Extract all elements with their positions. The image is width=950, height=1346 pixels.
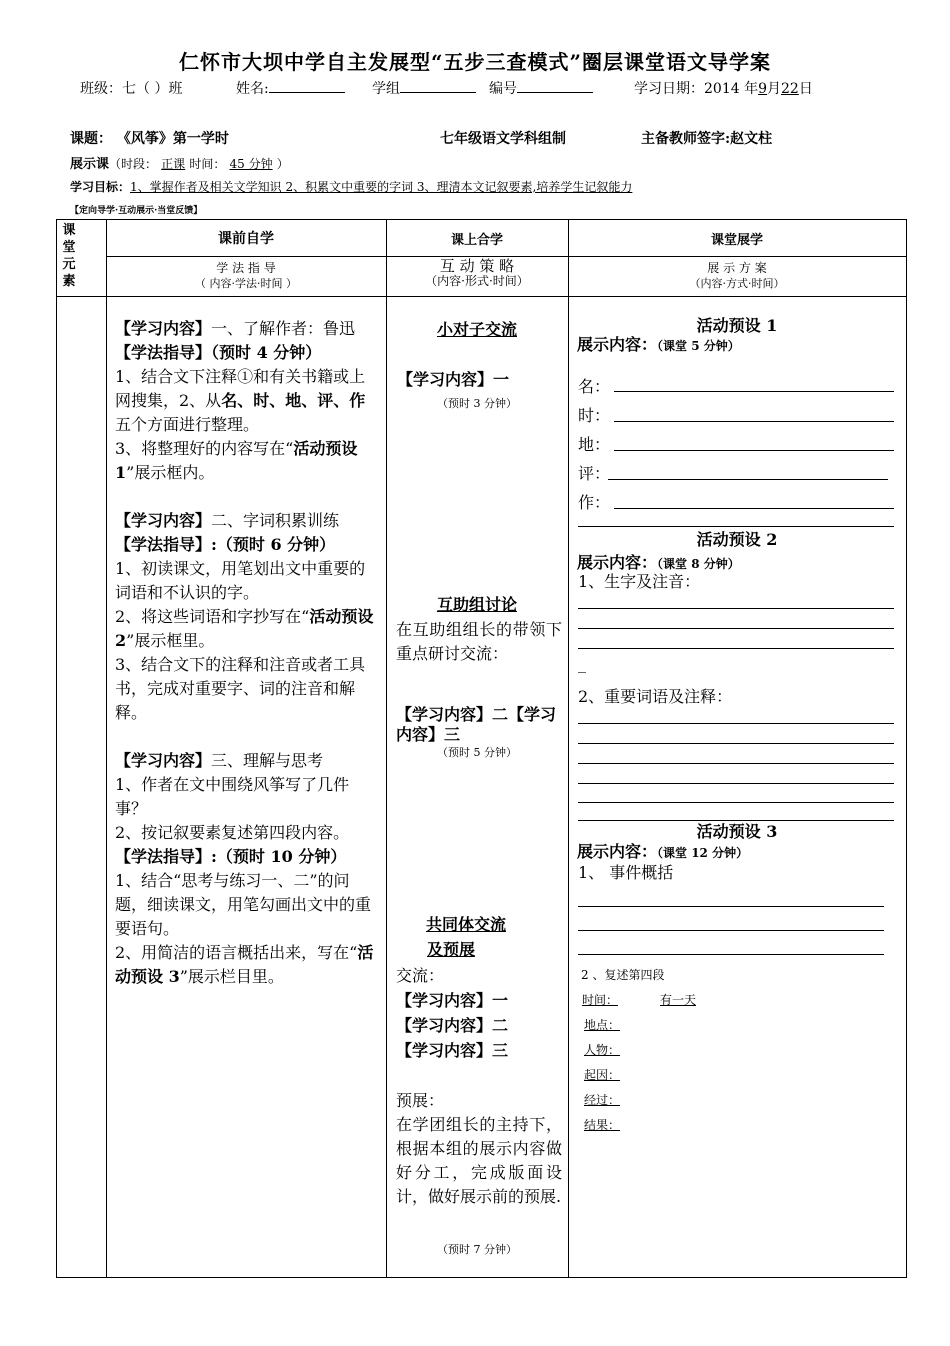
answer-line[interactable] [578, 802, 894, 803]
date-day: 22 [781, 81, 799, 97]
retell-time-field[interactable]: 时间： 有一天 [582, 993, 697, 1007]
activity-1-title: 活动预设 1 [696, 316, 778, 335]
col-header-cooperative: 课上合学 [450, 233, 503, 248]
answer-line[interactable] [578, 930, 884, 931]
author-era-label: 时： [578, 406, 611, 425]
author-name-label: 名： [578, 377, 611, 396]
community-exchange-body: 交流： 【学习内容】一 【学习内容】二 【学习内容】三 预展： 在学团组长的主持下，根据本组的展示内容做好分工，完成版面设计，做好展示前的预展. [396, 966, 562, 1206]
self-study-column: 【学习内容】一、了解作者：鲁迅 【学法指导】（预时 4 分钟） 1、结合文下注释①和有关书籍或上网搜集，2、从名、时、地、评、作五个方面进行整理。 3、将整理好的内容写在“活动预设 1”展示框内。 【学习内容】二、字词积累训练 【学法指导】:（预时 6 分钟） 1、初读课文，用笔划出文中重要的词语和不认识的字。 2、将这些词语和字抄写在“活动预设 2”展示框里。 3、结合文下的注释和注音或者工具书，完成对重要字、词的注音和解释。 【学习内容】三、理解与思考 1、作者在文中围绕风筝写了几件事？ 2、按记叙要素复述第四段内容。 【学法指导】:（预时 10 分钟） 1、结合“思考与练习一、二”的问题，细读课文，用笔勾画出文中的重要语句。 2、用简洁的语言概括出来，写在“活动预设 3”展示栏目里。 [115, 317, 379, 989]
col-sub-self-study: 学 法 指 导 （ 内容·学法·时间 ） [195, 261, 297, 290]
table-border-left [56, 219, 57, 1278]
line-continuation: _ [578, 654, 586, 673]
retell-place-field[interactable]: 地点： [584, 1018, 621, 1032]
lesson-topic: 课题： 《风筝》第一学时 [70, 131, 229, 147]
group-field[interactable] [372, 78, 476, 98]
group-discussion-time: （预时 5 分钟） [437, 746, 517, 759]
col-header-showcase: 课堂展学 [710, 233, 763, 248]
answer-line[interactable] [578, 763, 894, 764]
author-works-label: 作： [578, 493, 611, 512]
community-exchange-title-2: 及预展 [426, 940, 475, 959]
author-place-input[interactable] [614, 450, 894, 451]
time-value: 45 分钟 [229, 157, 273, 171]
answer-line[interactable] [578, 526, 894, 527]
section-2-heading: 【学习内容】二、字词积累训练 [115, 511, 340, 530]
date-month: 9 [758, 81, 768, 97]
answer-line[interactable] [578, 783, 894, 784]
retell-result-field[interactable]: 结果： [584, 1118, 621, 1132]
number-field[interactable] [489, 78, 593, 98]
answer-line[interactable] [578, 906, 884, 907]
group-discussion-title: 互助组讨论 [436, 595, 517, 614]
table-border-top [56, 219, 907, 220]
answer-line[interactable] [578, 608, 894, 609]
pair-exchange-title: 小对子交流 [436, 320, 517, 339]
author-name-input[interactable] [614, 391, 894, 392]
answer-line[interactable] [578, 628, 894, 629]
answer-line[interactable] [578, 954, 884, 955]
retell-cause-field[interactable]: 起因： [584, 1068, 621, 1082]
characters-pinyin-label: 1、生字及注音： [578, 572, 701, 591]
period-value: 正课 [161, 157, 186, 171]
section-3-heading: 【学习内容】三、理解与思考 [115, 751, 324, 770]
group-discussion-items: 【学习内容】二【学习内容】三 [396, 705, 557, 744]
lesson-type: 展示课（时段： 正课 时间： 45 分钟 ） [70, 157, 289, 172]
maker: 七年级语文学科组制 [440, 131, 566, 147]
group-discussion-text: 在互助组组长的带领下重点研讨交流： [396, 620, 562, 663]
teacher-signature: 主备教师签字:赵文柱 [641, 131, 773, 147]
author-comment-input[interactable] [608, 479, 888, 480]
community-exchange-time: （预时 7 分钟） [437, 1243, 517, 1256]
section-1-heading: 【学习内容】一、了解作者：鲁迅 [115, 319, 356, 338]
table-border-bottom [56, 1277, 907, 1278]
number-label: 编号 [489, 81, 517, 97]
pair-exchange-item: 【学习内容】一 [397, 370, 510, 389]
activity-3-content: 展示内容：（课堂 12 分钟） [577, 842, 749, 861]
table-border-right [906, 219, 907, 1278]
table-header-bottom [56, 296, 907, 297]
vocabulary-notes-label: 2、重要词语及注释： [578, 687, 733, 706]
retell-process-field[interactable]: 经过： [584, 1093, 621, 1107]
answer-line[interactable] [578, 723, 894, 724]
answer-line[interactable] [578, 648, 894, 649]
retell-people-field[interactable]: 人物： [584, 1043, 621, 1057]
teaching-flow: 【定向导学·互动展示·当堂反馈】 [70, 206, 203, 216]
author-works-input[interactable] [614, 508, 894, 509]
group-label: 学组 [372, 81, 400, 97]
activity-3-title: 活动预设 3 [696, 822, 778, 841]
answer-line[interactable] [578, 743, 894, 744]
community-exchange-title: 共同体交流 [425, 915, 506, 934]
pair-exchange-time: （预时 3 分钟） [437, 397, 517, 410]
class-label: 班级：七（ ）班 [80, 81, 183, 97]
name-label: 姓名: [236, 81, 269, 97]
col-sub-showcase: 展 示 方 案 （内容·方式·时间） [689, 261, 785, 290]
col-sub-cooperative: 互 动 策 略 （内容·形式·时间） [425, 257, 529, 288]
author-era-input[interactable] [614, 421, 894, 422]
author-comment-label: 评： [578, 464, 611, 483]
activity-2-title: 活动预设 2 [696, 530, 778, 549]
table-col-divider [106, 219, 107, 1278]
page-title: 仁怀市大坝中学自主发展型“五步三查模式”圈层课堂语文导学案 [178, 50, 771, 74]
col-header-element: 课堂元素 [62, 223, 76, 289]
event-summary-label: 1、 事件概括 [578, 863, 674, 882]
table-col-divider [568, 219, 569, 1278]
study-date: 学习日期：2014 年9月22日 [634, 81, 813, 97]
col-header-self-study: 课前自学 [218, 231, 274, 247]
learning-goals: 学习目标：1、掌握作者及相关文学知识 2、积累文中重要的字词 3、理清本文记叙要素,培养学生记叙能力 [70, 180, 633, 194]
activity-2-content: 展示内容：（课堂 8 分钟） [577, 553, 740, 572]
name-field[interactable] [236, 78, 345, 98]
author-place-label: 地： [578, 435, 611, 454]
activity-1-content: 展示内容：（课堂 5 分钟） [577, 335, 740, 354]
retell-paragraph-label: 2 、复述第四段 [581, 968, 665, 982]
